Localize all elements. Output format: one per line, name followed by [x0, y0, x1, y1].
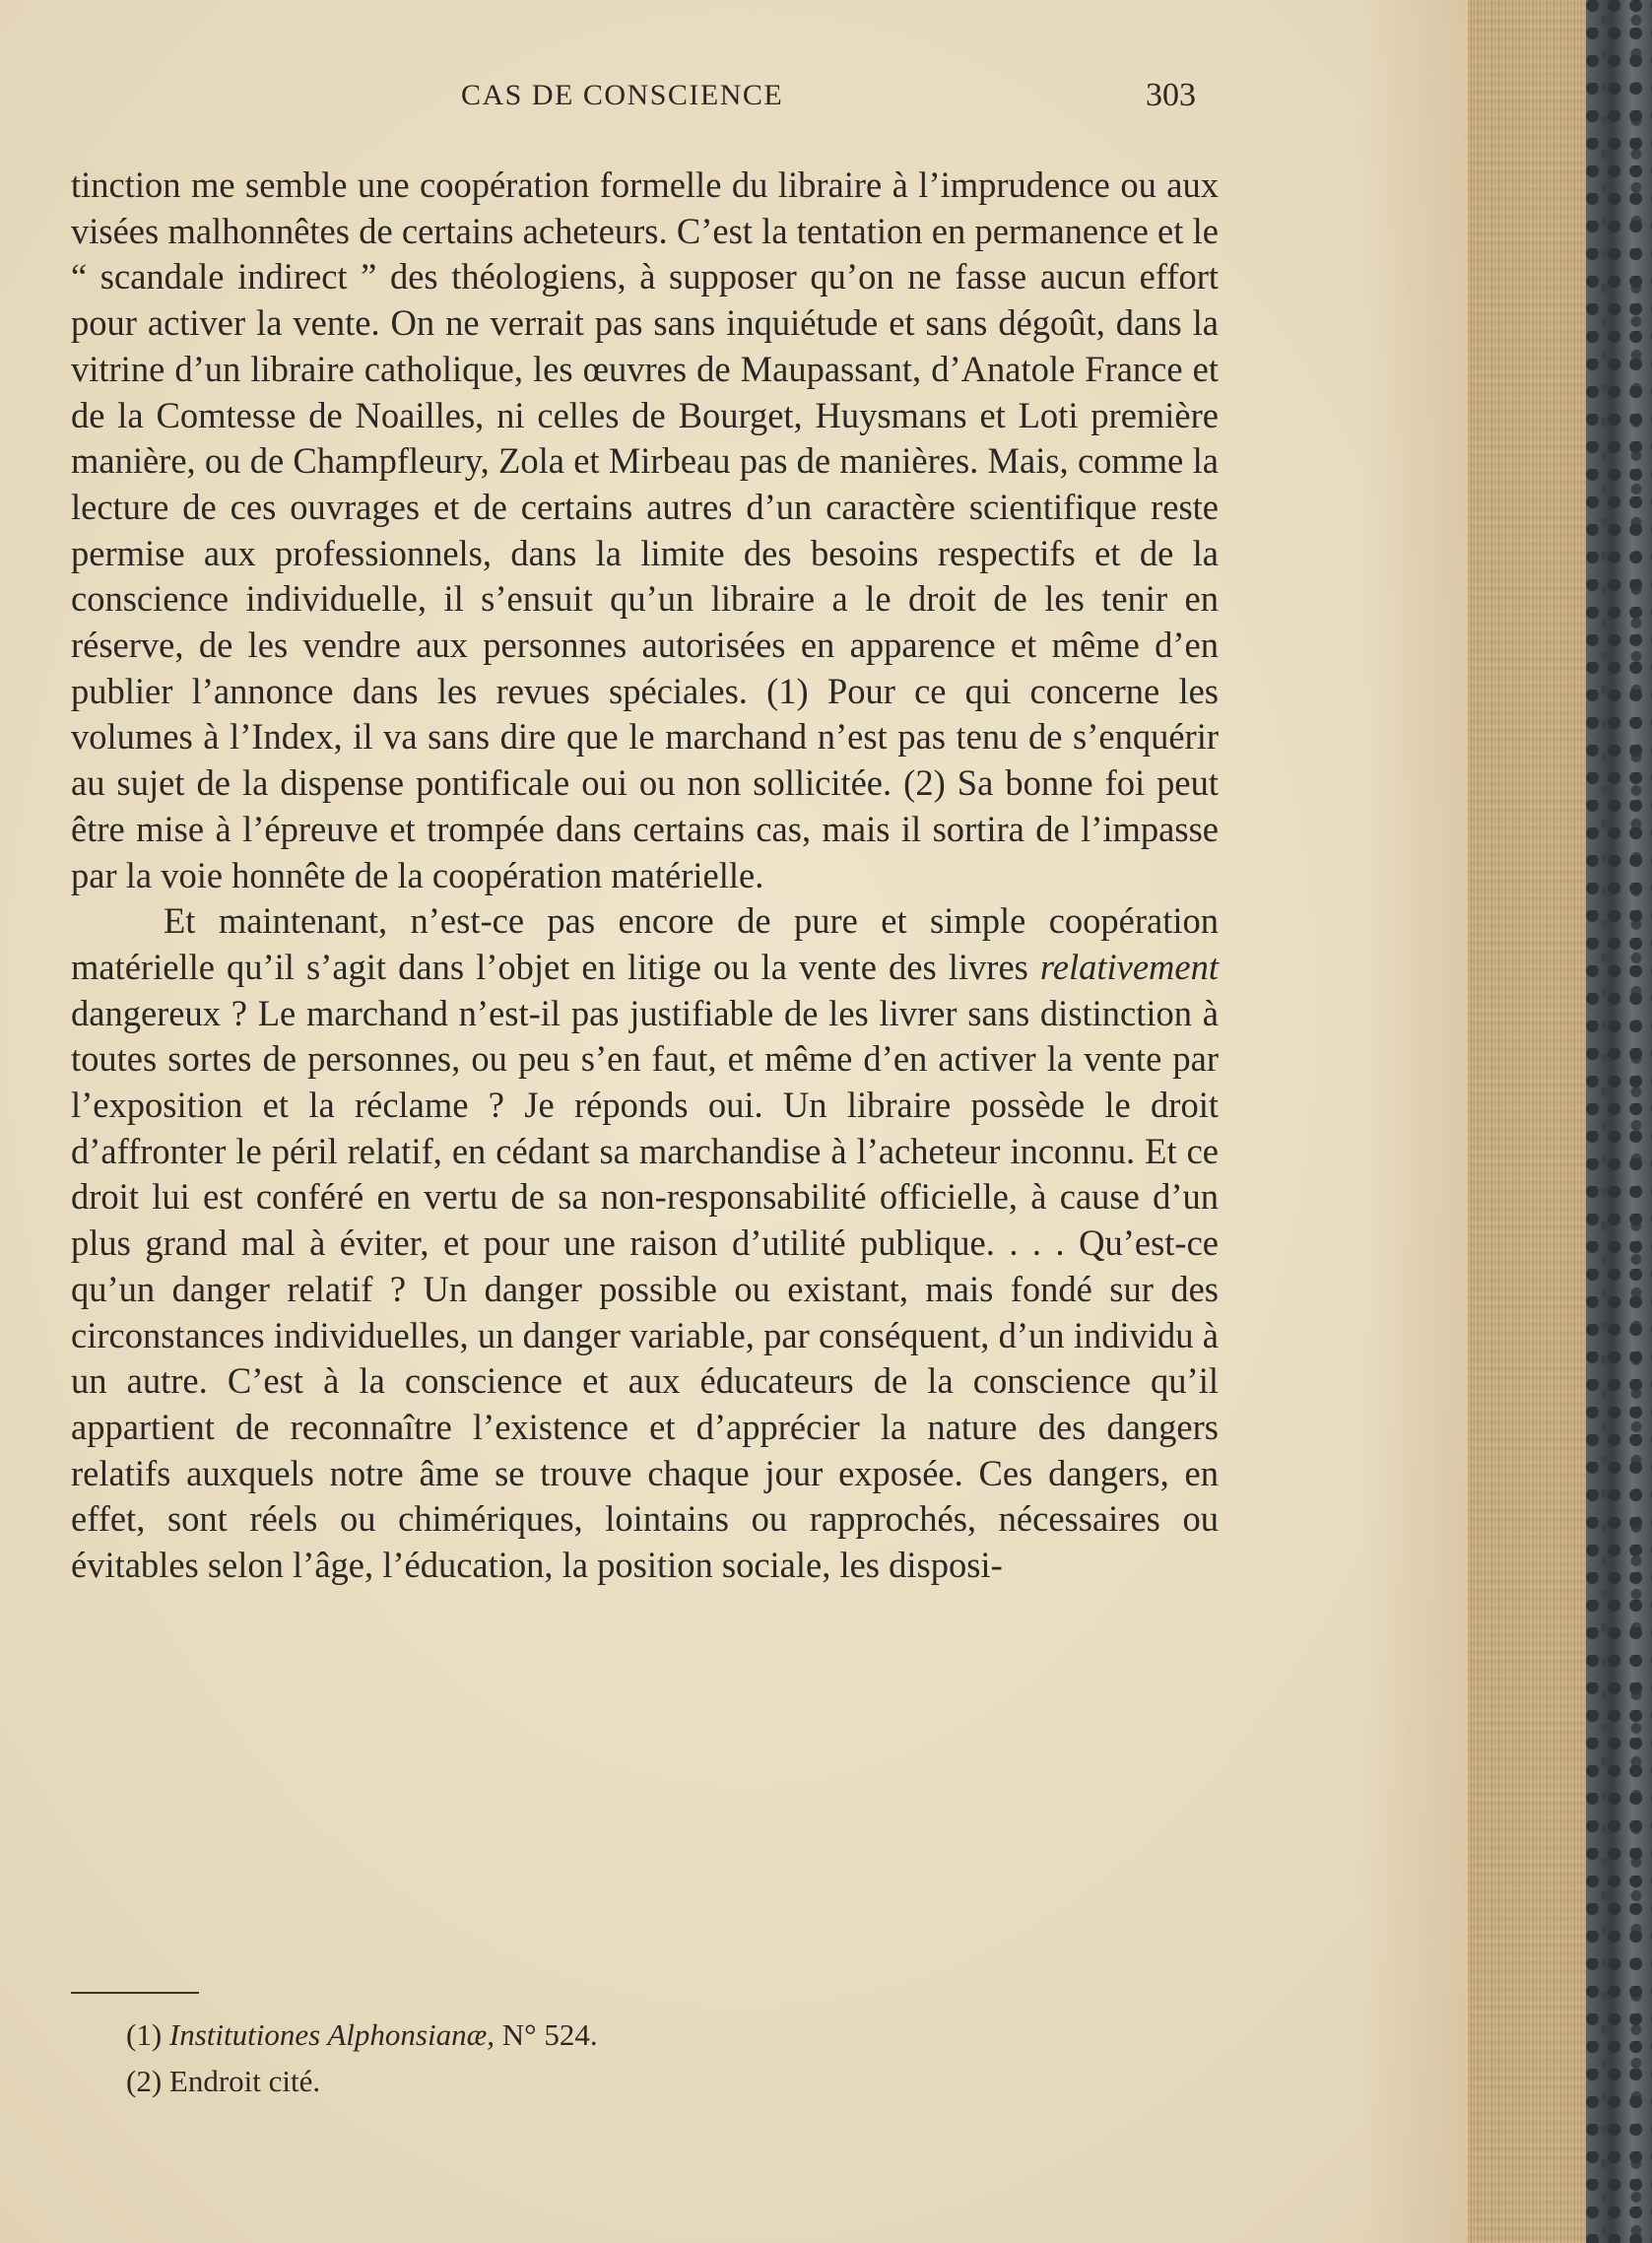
body-text — [71, 163, 1219, 1589]
footnote-1-marker: (1) — [126, 2017, 163, 2052]
book-page-edges — [1468, 0, 1586, 2243]
marbled-cover-edge — [1586, 0, 1652, 2243]
paragraph-2-part-2: dangereux ? Le marchand n’est-il pas justifiable de les livrer sans distinction à toutes sortes de personnes, ou peu s’en faut, et même d’en activer la vente par l’exposition et la réclame ? Je réponds oui. Un libraire possède le droit d’affronter le péril relatif, en cédant sa marchandise à l’acheteur inconnu. Et ce droit lui est conféré en vertu de sa non-responsabilité officielle, à cause d’un plus grand mal à éviter, et pour une raison d’utilité publique. . . . Qu’est-ce qu’un danger relatif ? Un danger possible ou existant, mais fondé sur des circonstances individuelles, un danger variable, par conséquent, d’un individu à un autre. C’est à la conscience et aux éducateurs de la conscience qu’il appartient de reconnaître l’existence et d’apprécier la nature des dangers relatifs auxquels notre âme se trouve chaque jour exposée. Ces dangers, en effet, sont réels ou chimériques, lointains ou rapprochés, nécessaires ou évitables selon l’âge, l’éducation, la position sociale, les disposi- — [71, 992, 1219, 1586]
footnote-1-reference: N° 524. — [501, 2017, 598, 2052]
running-head: CAS DE CONSCIENCE — [461, 79, 784, 111]
footnote-2-text: Endroit cité. — [168, 2064, 321, 2098]
footnote-1-title: Institutiones Alphonsianæ, — [168, 2017, 496, 2052]
footnote-1 — [126, 2012, 598, 2058]
footnote-divider — [71, 1992, 199, 1994]
paragraph-2-part-1: Et maintenant, n’est-ce pas encore de pure et simple coopération matérielle qu’il s’agit dans l’objet en litige ou la vente des livres — [71, 900, 1219, 987]
footnotes — [126, 2012, 598, 2104]
paragraph-1: tinction me semble une coopération formelle du libraire à l’imprudence ou aux visées malhonnêtes de certains acheteurs. C’est la tentation en permanence et le “ scandale indirect ” des théologiens, à supposer qu’on ne fasse aucun effort pour activer la vente. On ne verrait pas sans inquiétude et sans dégoût, dans la vitrine d’un libraire catholique, les œuvres de Maupassant, d’Anatole France et de la Comtesse de Noailles, ni celles de Bourget, Huysmans et Loti première manière, ou de Champfleury, Zola et Mirbeau pas de manières. Mais, comme la lecture de ces ouvrages et de certains autres d’un caractère scientifique reste permise aux professionnels, dans la limite des besoins respectifs et de la conscience individuelle, il s’ensuit qu’un libraire a le droit de les tenir en réserve, de les vendre aux personnes autorisées en apparence et même d’en publier l’annonce dans les revues spéciales. (1) Pour ce qui concerne les volumes à l’Index, il va sans dire que le marchand n’est pas tenu de s’enquérir au sujet de la dispense pontificale oui ou non sollicitée. (2) Sa bonne foi peut être mise à l’épreuve et trompée dans certains cas, mais il sortira de l’impasse par la voie honnête de la coopération matérielle. — [71, 165, 1219, 895]
italic-word: relativement — [1039, 946, 1219, 987]
page-gutter-shade — [1359, 0, 1478, 2243]
page-number: 303 — [1146, 77, 1196, 113]
footnote-2 — [126, 2058, 598, 2104]
footnote-2-marker: (2) — [126, 2064, 163, 2098]
paragraph-2 — [71, 898, 1219, 1589]
